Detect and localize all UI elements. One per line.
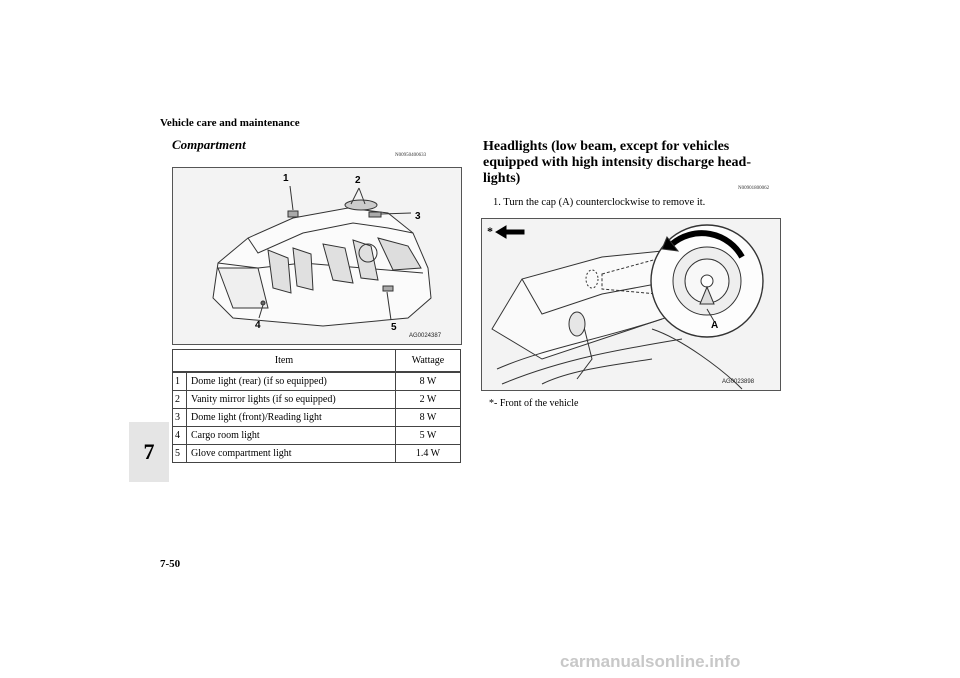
chapter-tab xyxy=(129,422,169,482)
row-item: Dome light (front)/Reading light xyxy=(187,409,396,427)
row-number: 3 xyxy=(173,409,187,427)
table-row xyxy=(173,391,461,409)
row-number: 5 xyxy=(173,445,187,463)
row-item: Glove compartment light xyxy=(187,445,396,463)
row-wattage: 2 W xyxy=(396,391,461,409)
chapter-tab-number: 7 xyxy=(143,439,155,464)
row-wattage: 1.4 W xyxy=(396,445,461,463)
header-item: Item xyxy=(173,350,396,373)
car-interior-drawing xyxy=(173,168,461,344)
row-item: Vanity mirror lights (if so equipped) xyxy=(187,391,396,409)
callout-2: 2 xyxy=(355,175,361,186)
row-number: 2 xyxy=(173,391,187,409)
headlight-illustration xyxy=(481,218,781,391)
image-code-left: AG0024387 xyxy=(409,333,442,339)
row-wattage: 8 W xyxy=(396,372,461,391)
headlights-heading: Headlights (low beam, except for vehicles equipped with high intensity discharge head-lights) xyxy=(483,139,751,186)
figure-note: *- Front of the vehicle xyxy=(489,398,579,409)
compartment-code: N00950400633 xyxy=(395,153,427,158)
table-row xyxy=(173,445,461,463)
front-asterisk: * xyxy=(487,224,493,238)
headlights-code: N00901800062 xyxy=(738,186,770,191)
headlight-drawing xyxy=(482,219,780,390)
callout-4: 4 xyxy=(255,320,261,331)
row-number: 4 xyxy=(173,427,187,445)
image-code-right: AG0023898 xyxy=(722,379,755,385)
bulb-wattage-table xyxy=(172,349,461,463)
table-header-row xyxy=(173,350,461,373)
row-number: 1 xyxy=(173,372,187,391)
row-item: Cargo room light xyxy=(187,427,396,445)
section-header: Vehicle care and maintenance xyxy=(160,117,300,129)
watermark: carmanualsonline.info xyxy=(560,652,741,671)
callout-1: 1 xyxy=(283,173,289,184)
compartment-illustration xyxy=(172,167,462,345)
table-row xyxy=(173,409,461,427)
table-row xyxy=(173,372,461,391)
callout-a: A xyxy=(711,320,719,331)
row-item: Dome light (rear) (if so equipped) xyxy=(187,372,396,391)
compartment-heading: Compartment xyxy=(172,137,246,152)
row-wattage: 5 W xyxy=(396,427,461,445)
callout-3: 3 xyxy=(415,211,421,222)
table-row xyxy=(173,427,461,445)
row-wattage: 8 W xyxy=(396,409,461,427)
callout-5: 5 xyxy=(391,322,397,333)
page-number: 7-50 xyxy=(160,558,181,570)
step-1-text: 1. Turn the cap (A) counterclockwise to remove it. xyxy=(493,197,706,208)
header-wattage: Wattage xyxy=(396,350,461,373)
